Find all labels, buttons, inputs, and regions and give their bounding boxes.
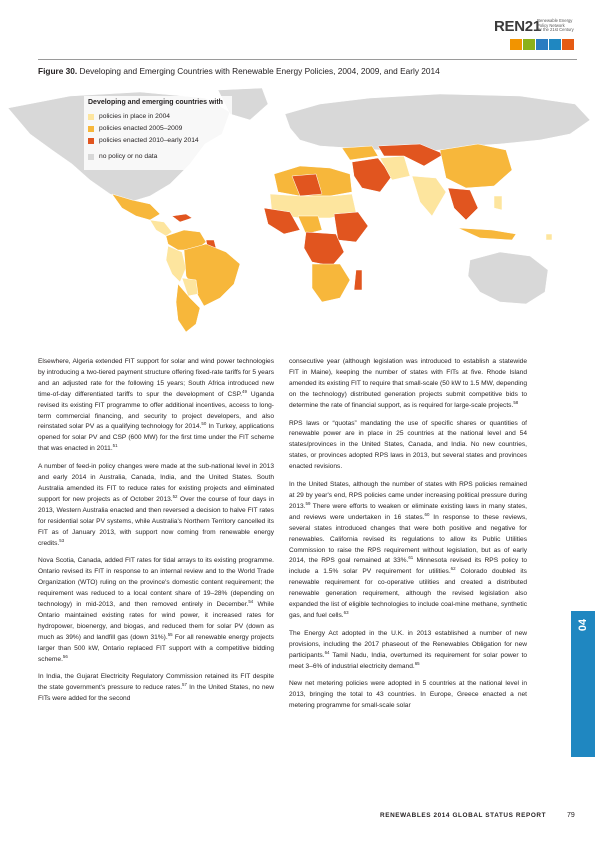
latin-america [112, 194, 240, 332]
header-rule [38, 59, 577, 60]
legend-item: policies in place in 2004 [88, 113, 170, 120]
legend-swatch [88, 138, 94, 144]
brazil-region [184, 244, 240, 306]
paragraph: In the United States, although the number of states with RPS policies remained at 29 by year's end, RPS policies came under increasing political pressure during 2013.59 There were efforts to weaken or eliminate existing laws in many states, and reviews were undertaken in 16 states.$^{60}$ In response to these reviews, several states introduced changes that were both positive and negative for renewables. California revised its regulations to allow its Public Utilities Commission to raise the RPS requirement without legislation, but as of early 2014, the RPS goal remained at 33%.$^{61}$ Minnesota revised its RPS policy to include a 1.5% solar PV requirement for utilities.$^{62}$ Colorado doubled its renewable requirement for co-operative utilities and created a distributed renewable generation requirement, although the revised legislation also expanded the list of eligible technologies to include coal-mine methane, synthetic gas, and fuel cells.$^{63}$ [289, 481, 527, 619]
paragraph: A number of feed-in policy changes were made at the sub-national level in 2013 and early 2014 in Australia, Canada, India, and the United States. South Australia amended its FIT to reduce rates for existing projects and eliminated support for new projects as of October 2013.52 Over the course of four days in 2013, Western Australia enacted and then reversed a decision to halve FIT rates for residential solar PV systems, while Australia's Northern Territory cancelled its FIT as of January 2013, with support now coming from renewable energy credits.$^{53}$ [38, 463, 274, 547]
flame-icon [562, 39, 574, 50]
pacific-islands-region [546, 234, 552, 240]
chapter-tab [571, 611, 595, 757]
paragraph: Elsewhere, Algeria extended FIT support for solar and wind power technologies by introducing a two-tiered payment structure offering fixed-rate tariffs for 5 years and an adjusted rate for the following 15 years; South Africa introduced new time-of-day differentiated tariffs to spur the development of CSP.$^{49}$ Uganda revised its existing FIT programme to offer additional incentives, access to long-term commercial financing, and security to project developers, and also reinstated solar PV as a qualifying technology for 2014.50 In Turkey, applications opened for solar PV and CSP (600 MW) for the first time under the FIT scheme that was enacted in 2011.51 [38, 358, 274, 453]
paragraph: In India, the Gujarat Electricity Regulatory Commission retained its FIT despite the state government's pressure to reduce rates.$^{57}$ In the United States, no new FITs were added for the second [38, 673, 274, 703]
leaf-icon [523, 39, 535, 50]
indonesia-region [458, 228, 516, 240]
figure-title: Figure 30. Developing and Emerging Countries with Renewable Energy Policies, 2004, 2009, and Early 2014 [38, 66, 440, 76]
china-region [440, 144, 512, 188]
paragraph: consecutive year (although legislation was introduced to establish a statewide FIT in Maine), keeping the number of states with FITs at five. Rhode Island amended its existing FIT to require that small-scale (50 kW to 1.5 MW, depending on the technology) distributed generation projects submit competitive bids to determine the rate of financial support, as is required for large-scale projects.$^{58}$ [289, 358, 527, 409]
water-icon [549, 39, 561, 50]
philippines-region [494, 196, 502, 210]
paragraph: RPS laws or “quotas” mandating the use of specific shares or quantities of renewable power are in place in 25 countries at the national level and 54 states/provinces in the United States, Canada, and India. No new countries, states, or provinces adopted RPS laws in 2013, but several states and provinces enacted revisions. [289, 419, 527, 471]
chapter-number: 04 [577, 618, 589, 632]
peru-region [166, 246, 186, 282]
paragraph: New net metering policies were adopted in 5 countries at the national level in 2013, bringing the total to 43 countries. In Europe, Greece enacted a net metering programme for small-scale solar [289, 680, 527, 710]
asia [342, 144, 552, 240]
africa [264, 166, 368, 302]
caribbean-region [172, 214, 192, 222]
turkey-region [342, 146, 378, 160]
text-column-left [38, 357, 274, 712]
paragraph: Nova Scotia, Canada, added FIT rates for tidal arrays to its existing programme. Ontario revised its FIT in response to an internal review and to the World Trade Organization (WTO) ruling on the province's domestic content requirement; the requirement was reduced to a local content share of 19–28% (depending on technology) in mid-2013, and then removed entirely in December.$^{54}$ While Ontario maintained existing rates for wind power, it increased rates for hydropower, bioenergy, and biogas, and reduced them for solar PV (down as much as 39%) and landfill gas (down 31%).$^{55}$ For all renewable energy projects larger than 500 kW, Ontario replaced FIT support with a competitive bidding scheme.$^{56}$ [38, 557, 274, 663]
logo-energy-icons [510, 39, 574, 50]
southern-africa-region [312, 264, 350, 302]
europe-russia-region [285, 94, 590, 152]
central-america-region [150, 220, 172, 236]
australia-region [468, 252, 548, 304]
sun-icon [510, 39, 522, 50]
logo-wordmark: REN21 [494, 18, 541, 35]
nigeria-region [298, 216, 322, 234]
logo-tagline: Renewable Energy Policy Network for the 21st Century [537, 18, 574, 33]
text-column-right [289, 357, 527, 719]
paragraph: The Energy Act adopted in the U.K. in 2013 established a number of new provisions, including the 2017 phaseout of the Renewables Obligation for new participants.$^{64}$ Tamil Nadu, India, overturned its requirement for solar power to meet 3–6% of industrial electricity demand.$^{65}$ [289, 629, 527, 670]
map-legend [84, 96, 232, 170]
running-footer: RENEWABLES 2014 GLOBAL STATUS REPORT [380, 812, 547, 819]
legend-swatch [88, 154, 94, 160]
legend-item: no policy or no data [88, 153, 157, 160]
madagascar-region [354, 270, 362, 290]
legend-item: policies enacted 2005–2009 [88, 125, 182, 132]
legend-swatch [88, 114, 94, 120]
legend-title: Developing and emerging countries with [88, 99, 223, 106]
india-region [412, 176, 446, 216]
ren21-logo [494, 18, 578, 50]
legend-swatch [88, 126, 94, 132]
east-africa-region [334, 212, 368, 242]
southeast-asia-region [448, 188, 478, 220]
wind-icon [536, 39, 548, 50]
legend-item: policies enacted 2010–early 2014 [88, 137, 199, 144]
page-number: 79 [567, 812, 575, 819]
